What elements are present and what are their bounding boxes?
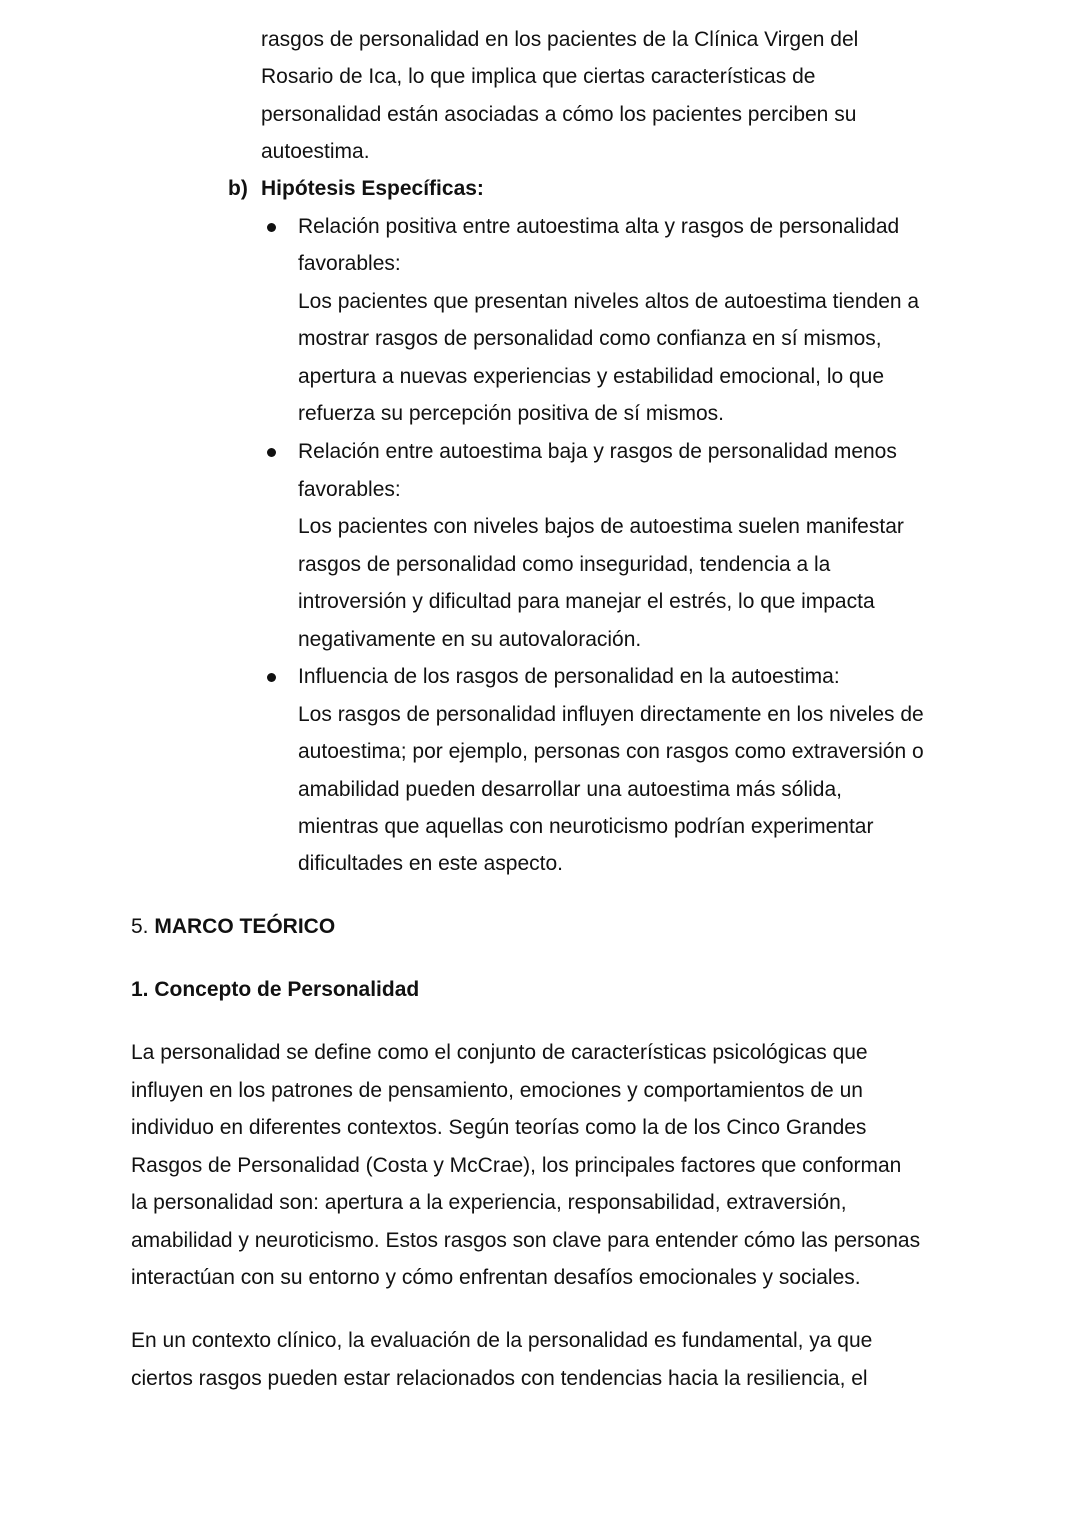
bullet-line: Relación positiva entre autoestima alta y rasgos de personalidad bbox=[298, 215, 900, 238]
bullet-line: apertura a nuevas experiencias y estabilidad emocional, lo que bbox=[298, 365, 885, 388]
section-number: 5. bbox=[131, 915, 149, 938]
paragraph-line: En un contexto clínico, la evaluación de la personalidad es fundamental, ya que bbox=[131, 1329, 873, 1352]
paragraph-line: individuo en diferentes contextos. Según teorías como la de los Cinco Grandes bbox=[131, 1116, 867, 1139]
bullet-line: mientras que aquellas con neuroticismo podrían experimentar bbox=[298, 815, 874, 838]
continuation-line: autoestima. bbox=[261, 140, 370, 163]
subsection-title: 1. Concepto de Personalidad bbox=[131, 978, 420, 1001]
bullet-line: Influencia de los rasgos de personalidad en la autoestima: bbox=[298, 665, 840, 688]
paragraph-line: interactúan con su entorno y cómo enfrentan desafíos emocionales y sociales. bbox=[131, 1266, 861, 1289]
paragraph-line: ciertos rasgos pueden estar relacionados con tendencias hacia la resiliencia, el bbox=[131, 1367, 868, 1390]
bullet-dot-icon bbox=[267, 223, 276, 232]
section-heading bbox=[131, 915, 335, 939]
bullet-dot-icon bbox=[267, 448, 276, 457]
continuation-line: personalidad están asociadas a cómo los pacientes perciben su bbox=[261, 103, 857, 126]
bullet-dot-icon bbox=[267, 673, 276, 682]
bullet-line: negativamente en su autovaloración. bbox=[298, 628, 642, 651]
bullet-line: amabilidad pueden desarrollar una autoestima más sólida, bbox=[298, 778, 842, 801]
bullet-line: autoestima; por ejemplo, personas con rasgos como extraversión o bbox=[298, 740, 924, 763]
continuation-line: rasgos de personalidad en los pacientes de la Clínica Virgen del bbox=[261, 28, 859, 51]
bullet-line: Los pacientes con niveles bajos de autoestima suelen manifestar bbox=[298, 515, 904, 538]
paragraph-line: La personalidad se define como el conjunto de características psicológicas que bbox=[131, 1041, 868, 1064]
bullet-line: Los rasgos de personalidad influyen directamente en los niveles de bbox=[298, 703, 924, 726]
section-title: MARCO TEÓRICO bbox=[154, 915, 336, 938]
hypotheses-heading: Hipótesis Específicas: bbox=[261, 177, 484, 200]
paragraph-line: Rasgos de Personalidad (Costa y McCrae), los principales factores que conforman bbox=[131, 1154, 902, 1177]
hypotheses-marker: b) bbox=[228, 177, 248, 200]
bullet-line: dificultades en este aspecto. bbox=[298, 852, 564, 875]
bullet-line: favorables: bbox=[298, 478, 401, 501]
paragraph-line: influyen en los patrones de pensamiento, emociones y comportamientos de un bbox=[131, 1079, 863, 1102]
bullet-line: introversión y dificultad para manejar el estrés, lo que impacta bbox=[298, 590, 875, 613]
bullet-line: refuerza su percepción positiva de sí mismos. bbox=[298, 402, 725, 425]
continuation-line: Rosario de Ica, lo que implica que ciertas características de bbox=[261, 65, 816, 88]
bullet-line: rasgos de personalidad como inseguridad, tendencia a la bbox=[298, 553, 831, 576]
bullet-line: mostrar rasgos de personalidad como confianza en sí mismos, bbox=[298, 327, 882, 350]
paragraph-line: amabilidad y neuroticismo. Estos rasgos son clave para entender cómo las personas bbox=[131, 1229, 921, 1252]
paragraph-line: la personalidad son: apertura a la experiencia, responsabilidad, extraversión, bbox=[131, 1191, 847, 1214]
bullet-line: favorables: bbox=[298, 252, 401, 275]
bullet-line: Los pacientes que presentan niveles altos de autoestima tienden a bbox=[298, 290, 920, 313]
bullet-line: Relación entre autoestima baja y rasgos de personalidad menos bbox=[298, 440, 897, 463]
